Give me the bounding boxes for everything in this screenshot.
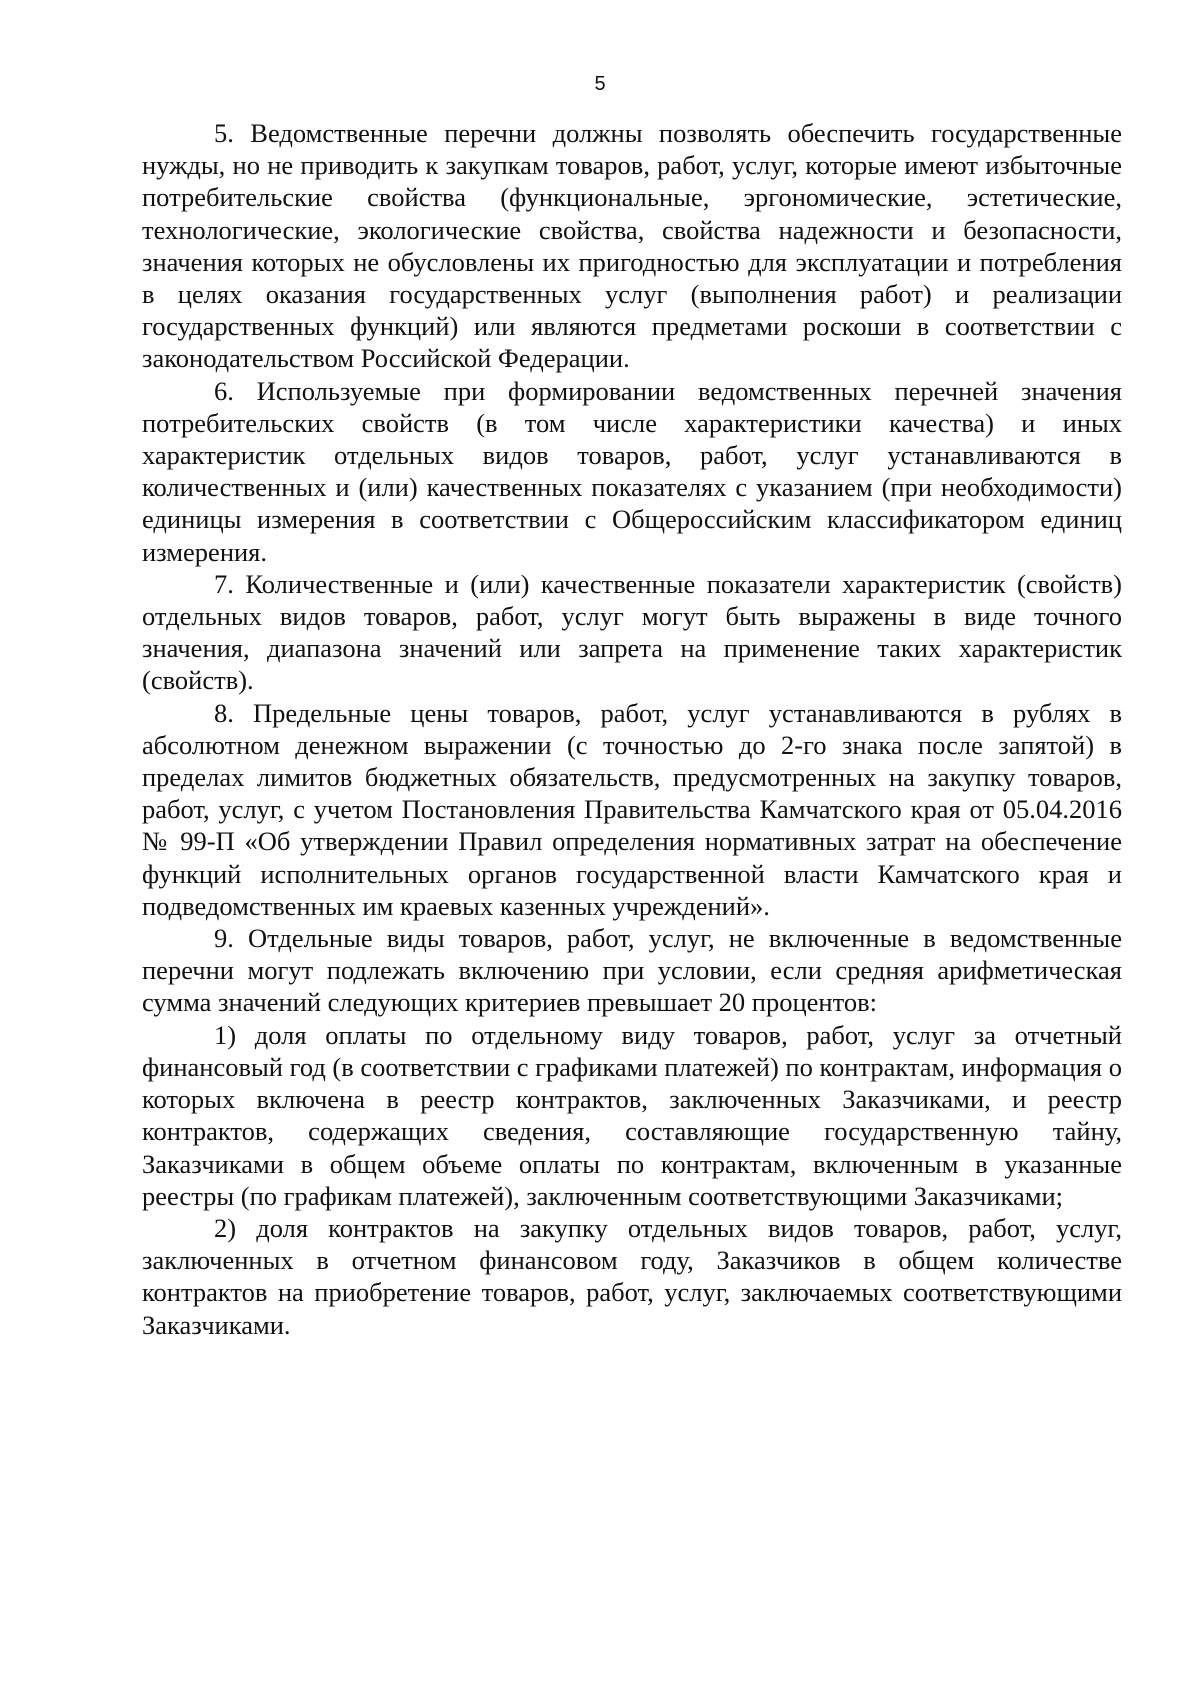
paragraph-6: 6. Используемые при формировании ведомственных перечней значения потребительских свойств (в том числе характеристики качества) и иных характеристик отдельных видов товаров, работ, услуг устанавливаются в количественных и (или) качественных показателях с указанием (при необходимости) единицы измерения в соответствии с Общероссийским классификатором единиц измерения.	[142, 375, 1122, 567]
page-number: 5	[594, 73, 606, 95]
criterion-1: 1) доля оплаты по отдельному виду товаров, работ, услуг за отчетный финансовый год (в соответствии с графиками платежей) по контрактам, информация о которых включена в реестр контрактов, заключенных Заказчиками, и реестр контрактов, содержащих сведения, составляющие государственную тайну, Заказчиками в общем объеме оплаты по контрактам, включенным в указанные реестры (по графикам платежей), заключенным соответствующими Заказчиками;	[142, 1019, 1122, 1211]
paragraph-9: 9. Отдельные виды товаров, работ, услуг, не включенные в ведомственные перечни могут подлежать включению при условии, если средняя арифметическая сумма значений следующих критериев превышает 20 процентов:	[142, 923, 1122, 1018]
paragraph-5: 5. Ведомственные перечни должны позволять обеспечить государственные нужды, но не приводить к закупкам товаров, работ, услуг, которые имеют избыточные потребительские свойства (функциональные, эргономические, эстетические, технологические, экологические свойства, свойства надежности и безопасности, значения которых не обусловлены их пригодностью для эксплуатации и потребления в целях оказания государственных услуг (выполнения работ) и реализации государственных функций) или являются предметами роскоши в соответствии с законодательством Российской Федерации.	[142, 118, 1122, 374]
criterion-2: 2) доля контрактов на закупку отдельных видов товаров, работ, услуг, заключенных в отчетном финансовом году, Заказчиков в общем количестве контрактов на приобретение товаров, работ, услуг, заключаемых соответствующими Заказчиками.	[142, 1212, 1122, 1340]
document-body	[142, 117, 1122, 1341]
paragraph-8: 8. Предельные цены товаров, работ, услуг устанавливаются в рублях в абсолютном денежном выражении (с точностью до 2-го знака после запятой) в пределах лимитов бюджетных обязательств, предусмотренных на закупку товаров, работ, услуг, с учетом Постановления Правительства Камчатского края от 05.04.2016 № 99-П «Об утверждении Правил определения нормативных затрат на обеспечение функций исполнительных органов государственной власти Камчатского края и подведомственных им краевых казенных учреждений».	[142, 697, 1122, 921]
paragraph-7: 7. Количественные и (или) качественные показатели характеристик (свойств) отдельных видов товаров, работ, услуг могут быть выражены в виде точного значения, диапазона значений или запрета на применение таких характеристик (свойств).	[142, 568, 1122, 696]
